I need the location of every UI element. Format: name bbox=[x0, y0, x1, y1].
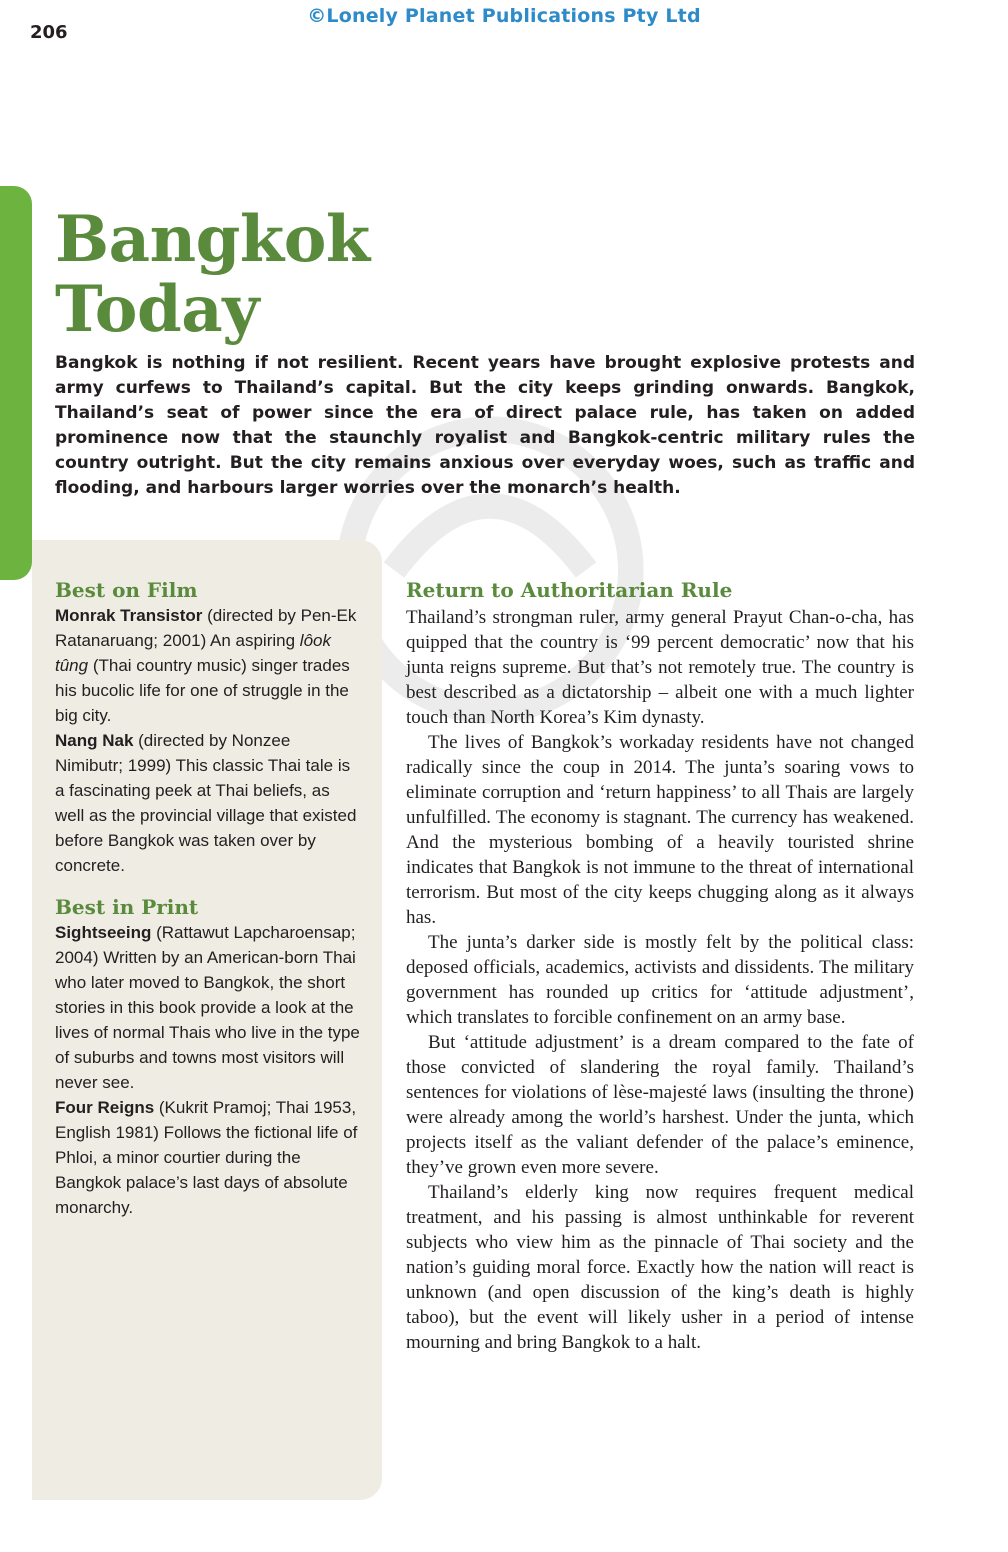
best-on-film-heading: Best on Film bbox=[55, 578, 198, 602]
page-number: 206 bbox=[30, 22, 68, 43]
film-title: Monrak Transistor bbox=[55, 606, 203, 625]
page-title bbox=[55, 202, 370, 347]
book-title: Sightseeing bbox=[55, 923, 152, 942]
article-paragraph: Thailand’s strongman ruler, army general Prayut Chan-o-cha, has quipped that the country is ‘99 percent democratic’ now that his junta reigns supreme. But that’s not remotely true. The country is best described as a dictatorship – albeit one with a much lighter touch than North Korea’s Kim dynasty. bbox=[406, 607, 914, 728]
book-entry bbox=[55, 1095, 360, 1220]
sidebar-content bbox=[55, 577, 360, 1220]
sidebar-box bbox=[32, 540, 382, 1500]
article-paragraph: But ‘attitude adjustment’ is a dream compared to the fate of those convicted of slandering the royal family. Thailand’s sentences for violations of lèse-majesté laws (insulting the throne) were already among the world’s harshest. Under the junta, which projects itself as the valiant defender of the palace’s eminence, they’ve grown even more severe. bbox=[406, 1032, 914, 1178]
article-paragraph: The lives of Bangkok’s workaday residents have not changed radically since the coup in 2014. The junta’s soaring vows to eliminate corruption and ‘return happiness’ to all Thais are largely unfulfilled. The economy is stagnant. The currency has weakened. And the mysterious bombing of a heavily touristed shrine indicates that Bangkok is not immune to the threat of international terrorism. But most of the city keeps chugging along as it always has. bbox=[406, 732, 914, 928]
film-entry bbox=[55, 603, 360, 728]
film-desc: (directed by Nonzee Nimibutr; 1999) This classic Thai tale is a fascinating peek at Thai beliefs, as well as the provincial village that existed before Bangkok was taken over by concrete. bbox=[55, 731, 357, 875]
article-paragraph: The junta’s darker side is mostly felt by the political class: deposed officials, academics, activists and dissidents. The military government has rounded up critics for ‘attitude adjustment’, which translates to forcible confinement on an army base. bbox=[406, 932, 914, 1028]
book-desc: (Kukrit Pramoj; Thai 1953, English 1981) Follows the fictional life of Phloi, a minor courtier during the Bangkok palace’s last days of absolute monarchy. bbox=[55, 1098, 358, 1217]
article-paragraph: Thailand’s elderly king now requires frequent medical treatment, and his passing is almost unthinkable for reverent subjects who view him as the pinnacle of Thai society and the nation’s guiding moral force. Exactly how the nation will react is unknown (and open discussion of the king’s death is highly taboo), but the event will likely usher in a period of intense mourning and bring Bangkok to a halt. bbox=[406, 1182, 914, 1353]
copyright-notice: ©Lonely Planet Publications Pty Ltd bbox=[307, 5, 701, 27]
film-desc-italic: lôok tûng bbox=[55, 631, 331, 675]
film-title: Nang Nak bbox=[55, 731, 134, 750]
article-heading: Return to Authoritarian Rule bbox=[406, 578, 733, 602]
main-article bbox=[406, 575, 914, 1355]
title-line-1: Bangkok bbox=[55, 202, 370, 277]
film-desc: (directed by Pen-Ek Ratanaruang; 2001) An aspiring bbox=[55, 606, 357, 650]
film-desc-end: (Thai country music) singer trades his bucolic life for one of struggle in the big city. bbox=[55, 656, 350, 725]
book-entry bbox=[55, 920, 360, 1095]
intro-paragraph: Bangkok is nothing if not resilient. Recent years have brought explosive protests and army curfews to Thailand’s capital. But the city keeps grinding onwards. Bangkok, Thailand’s seat of power since the era of direct palace rule, has taken on added prominence now that the staunchly royalist and Bangkok-centric military rules the country outright. But the city remains anxious over everyday woes, such as traffic and flooding, and harbours larger worries over the monarch’s health. bbox=[55, 353, 915, 498]
chapter-tab-marker bbox=[0, 186, 32, 580]
book-desc: (Rattawut Lapcharoensap; 2004) Written by an American-born Thai who later moved to Bangkok, the short stories in this book provide a look at the lives of normal Thais who live in the type of suburbs and towns most visitors will never see. bbox=[55, 923, 360, 1092]
title-line-2: Today bbox=[55, 272, 259, 347]
film-entry bbox=[55, 728, 360, 878]
book-title: Four Reigns bbox=[55, 1098, 155, 1117]
best-in-print-heading: Best in Print bbox=[55, 895, 199, 919]
